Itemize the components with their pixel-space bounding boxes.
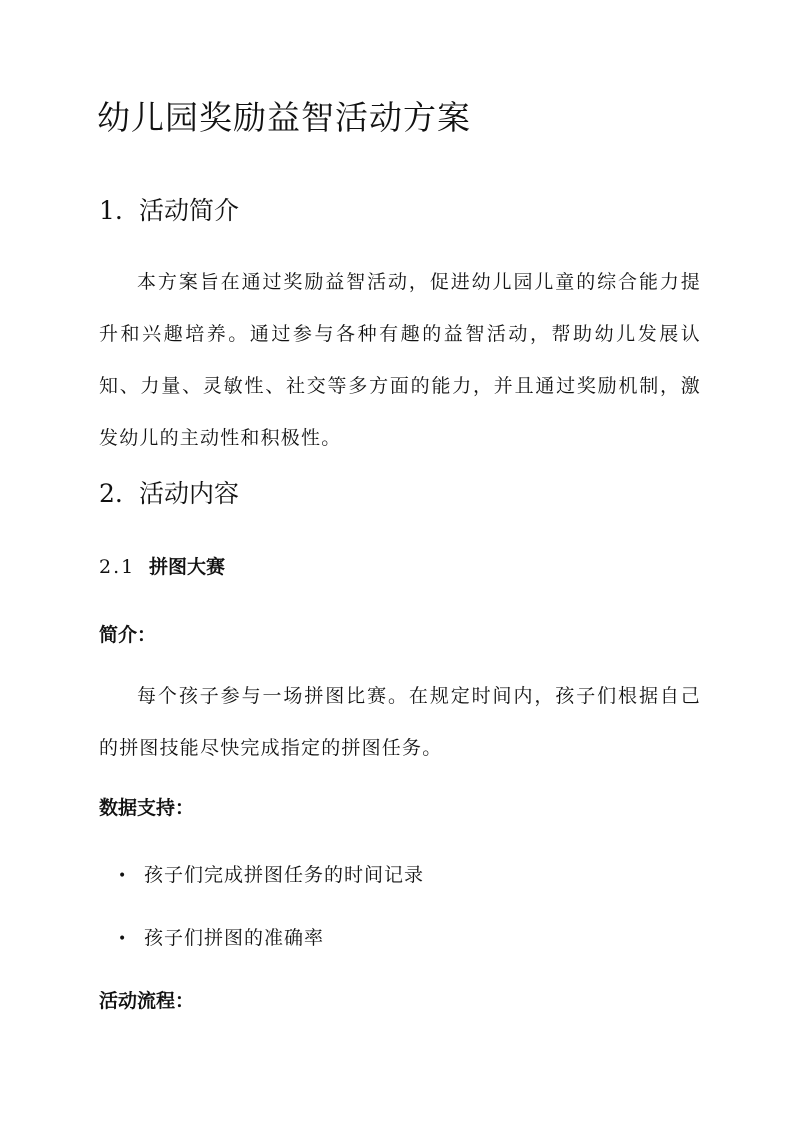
intro-label: 简介： <box>99 624 157 646</box>
subsection-number: 2.1 <box>99 556 136 578</box>
puzzle-intro-paragraph: 每个孩子参与一场拼图比赛。在规定时间内，孩子们根据自己的拼图技能尽快完成指定的拼图任务。 <box>99 685 701 759</box>
process-label: 活动流程： <box>99 990 195 1012</box>
subsection-heading-puzzle <box>99 553 225 581</box>
section-title: 活动内容 <box>139 479 240 508</box>
section-heading-intro <box>99 194 239 228</box>
bullet-icon: • <box>118 868 128 884</box>
bullet-icon: • <box>118 931 128 947</box>
document-title: 幼儿园奖励益智活动方案 <box>97 98 471 137</box>
list-item-text: 孩子们完成拼图任务的时间记录 <box>144 864 425 886</box>
list-item-text: 孩子们拼图的准确率 <box>144 927 325 949</box>
intro-paragraph: 本方案旨在通过奖励益智活动，促进幼儿园儿童的综合能力提升和兴趣培养。通过参与各种有趣的益智活动，帮助幼儿发展认知、力量、灵敏性、社交等多方面的能力，并且通过奖励机制，激发幼儿的主动性和积极性。 <box>99 271 701 449</box>
section-number: 2. <box>99 479 123 508</box>
section-title: 活动简介 <box>139 196 240 225</box>
data-support-label: 数据支持： <box>99 797 195 819</box>
section-heading-content <box>99 477 239 511</box>
section-number: 1. <box>99 196 123 225</box>
list-item <box>118 924 324 953</box>
list-item <box>118 861 424 890</box>
subsection-title: 拼图大赛 <box>149 556 226 578</box>
